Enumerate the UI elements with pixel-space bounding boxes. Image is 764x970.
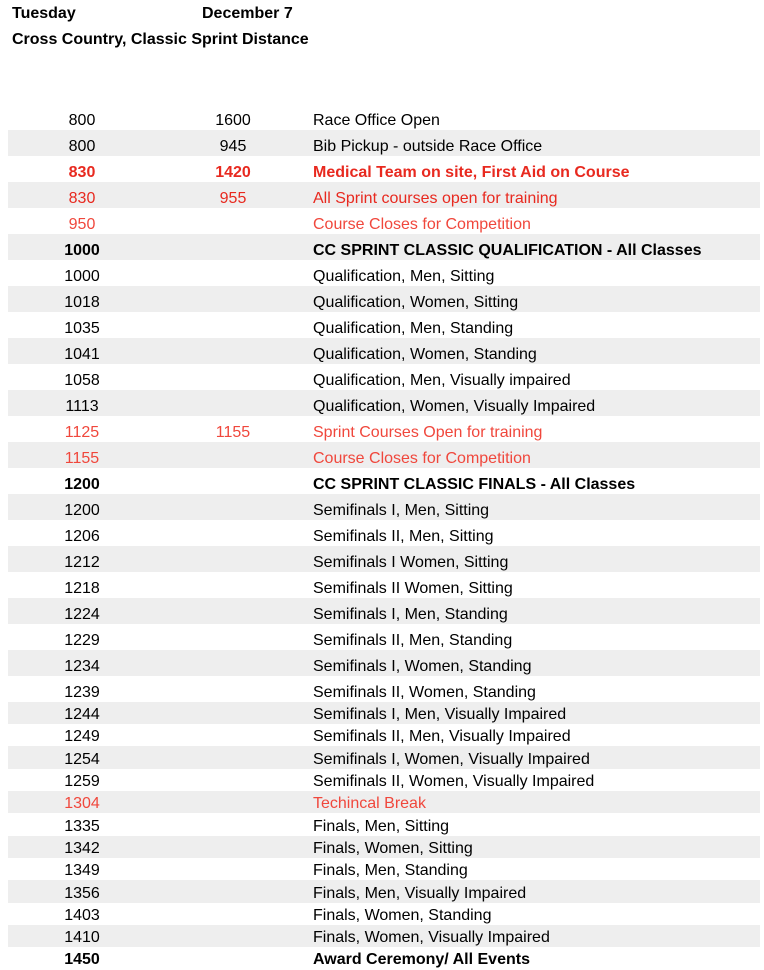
event-name: Course Closes for Competition xyxy=(313,450,531,467)
event-name: Techincal Break xyxy=(313,795,426,812)
event-name: Finals, Women, Standing xyxy=(313,907,492,924)
end-time: 955 xyxy=(219,190,247,207)
start-time: 1249 xyxy=(64,728,100,745)
event-name: Medical Team on site, First Aid on Course xyxy=(313,164,630,181)
event-name: CC SPRINT CLASSIC FINALS - All Classes xyxy=(313,476,636,493)
start-time: 1058 xyxy=(64,372,100,389)
start-time: 1349 xyxy=(64,862,100,879)
event-name: Qualification, Women, Sitting xyxy=(313,294,519,311)
table-row xyxy=(8,746,760,769)
table-row xyxy=(8,836,760,858)
event-name: Semifinals II, Women, Visually Impaired xyxy=(313,773,595,790)
event-name: Semifinals I, Men, Sitting xyxy=(313,502,490,519)
event-name: Award Ceremony/ All Events xyxy=(313,951,530,968)
date-label: December 7 xyxy=(202,5,293,22)
start-time: 800 xyxy=(68,138,96,155)
table-row xyxy=(8,468,760,494)
table-row xyxy=(8,724,760,746)
event-name: Semifinals I, Men, Visually Impaired xyxy=(313,706,567,723)
event-name: Finals, Men, Visually Impaired xyxy=(313,885,527,902)
start-time: 1000 xyxy=(64,268,100,285)
start-time: 800 xyxy=(68,112,96,129)
table-row xyxy=(8,947,760,969)
table-row xyxy=(8,769,760,791)
table-row xyxy=(8,390,760,416)
event-name: Qualification, Women, Standing xyxy=(313,346,537,363)
table-row xyxy=(8,364,760,390)
table-row xyxy=(8,156,760,182)
start-time: 1450 xyxy=(64,951,100,968)
table-row xyxy=(8,338,760,364)
event-name: Semifinals I, Women, Standing xyxy=(313,658,532,675)
table-row xyxy=(8,702,760,724)
start-time: 1218 xyxy=(64,580,100,597)
start-time: 1000 xyxy=(64,242,100,259)
table-row xyxy=(8,104,760,130)
event-name: Semifinals II, Women, Standing xyxy=(313,684,536,701)
start-time: 1234 xyxy=(64,658,100,675)
table-row xyxy=(8,546,760,572)
table-row xyxy=(8,925,760,947)
start-time: 1244 xyxy=(64,706,100,723)
event-name: Semifinals I, Women, Visually Impaired xyxy=(313,751,590,768)
start-time: 1224 xyxy=(64,606,100,623)
start-time: 950 xyxy=(68,216,96,233)
event-name: Bib Pickup - outside Race Office xyxy=(313,138,543,155)
end-time: 945 xyxy=(219,138,247,155)
schedule-title: Cross Country, Classic Sprint Distance xyxy=(12,31,309,48)
start-time: 1229 xyxy=(64,632,100,649)
start-time: 1041 xyxy=(64,346,100,363)
table-row xyxy=(8,182,760,208)
table-row xyxy=(8,624,760,650)
start-time: 1259 xyxy=(64,773,100,790)
start-time: 1113 xyxy=(65,398,99,415)
start-time: 1155 xyxy=(64,450,100,467)
event-name: Course Closes for Competition xyxy=(313,216,531,233)
day-label: Tuesday xyxy=(12,5,76,22)
event-name: Finals, Women, Visually Impaired xyxy=(313,929,550,946)
schedule-table xyxy=(8,104,760,969)
table-row xyxy=(8,791,760,813)
table-row xyxy=(8,572,760,598)
start-time: 1206 xyxy=(64,528,100,545)
end-time: 1420 xyxy=(215,164,251,181)
table-row xyxy=(8,286,760,312)
start-time: 1304 xyxy=(64,795,100,812)
table-row xyxy=(8,130,760,156)
table-row xyxy=(8,650,760,676)
table-row xyxy=(8,494,760,520)
table-row xyxy=(8,903,760,925)
end-time: 1600 xyxy=(215,112,251,129)
event-name: Sprint Courses Open for training xyxy=(313,424,543,441)
start-time: 1035 xyxy=(64,320,100,337)
start-time: 1200 xyxy=(64,476,100,493)
table-row xyxy=(8,312,760,338)
start-time: 1403 xyxy=(64,907,100,924)
table-row xyxy=(8,520,760,546)
table-row xyxy=(8,813,760,836)
start-time: 830 xyxy=(68,190,96,207)
table-row xyxy=(8,598,760,624)
start-time: 1212 xyxy=(64,554,100,571)
event-name: Qualification, Men, Standing xyxy=(313,320,514,337)
start-time: 1239 xyxy=(64,684,100,701)
table-row xyxy=(8,676,760,702)
event-name: Semifinals I, Men, Standing xyxy=(313,606,508,623)
event-name: Semifinals II Women, Sitting xyxy=(313,580,513,597)
table-row xyxy=(8,208,760,234)
table-row xyxy=(8,442,760,468)
event-name: Finals, Women, Sitting xyxy=(313,840,473,857)
start-time: 1018 xyxy=(64,294,100,311)
event-name: Semifinals II, Men, Visually Impaired xyxy=(313,728,571,745)
start-time: 1200 xyxy=(64,502,100,519)
start-time: 1342 xyxy=(64,840,100,857)
start-time: 830 xyxy=(68,164,96,181)
start-time: 1335 xyxy=(64,818,100,835)
event-name: Finals, Men, Sitting xyxy=(313,818,450,835)
event-name: Race Office Open xyxy=(313,112,440,129)
table-row xyxy=(8,858,760,880)
event-name: CC SPRINT CLASSIC QUALIFICATION - All Classes xyxy=(313,242,702,259)
event-name: Qualification, Men, Visually impaired xyxy=(313,372,571,389)
event-name: Semifinals II, Men, Standing xyxy=(313,632,513,649)
start-time: 1410 xyxy=(64,929,100,946)
table-row xyxy=(8,416,760,442)
event-name: Semifinals II, Men, Sitting xyxy=(313,528,494,545)
start-time: 1254 xyxy=(64,751,100,768)
event-name: Qualification, Women, Visually Impaired xyxy=(313,398,596,415)
event-name: All Sprint courses open for training xyxy=(313,190,558,207)
event-name: Finals, Men, Standing xyxy=(313,862,468,879)
table-row xyxy=(8,260,760,286)
start-time: 1356 xyxy=(64,885,100,902)
table-row xyxy=(8,880,760,903)
event-name: Qualification, Men, Sitting xyxy=(313,268,495,285)
table-row xyxy=(8,234,760,260)
start-time: 1125 xyxy=(64,424,100,441)
end-time: 1155 xyxy=(215,424,251,441)
event-name: Semifinals I Women, Sitting xyxy=(313,554,509,571)
